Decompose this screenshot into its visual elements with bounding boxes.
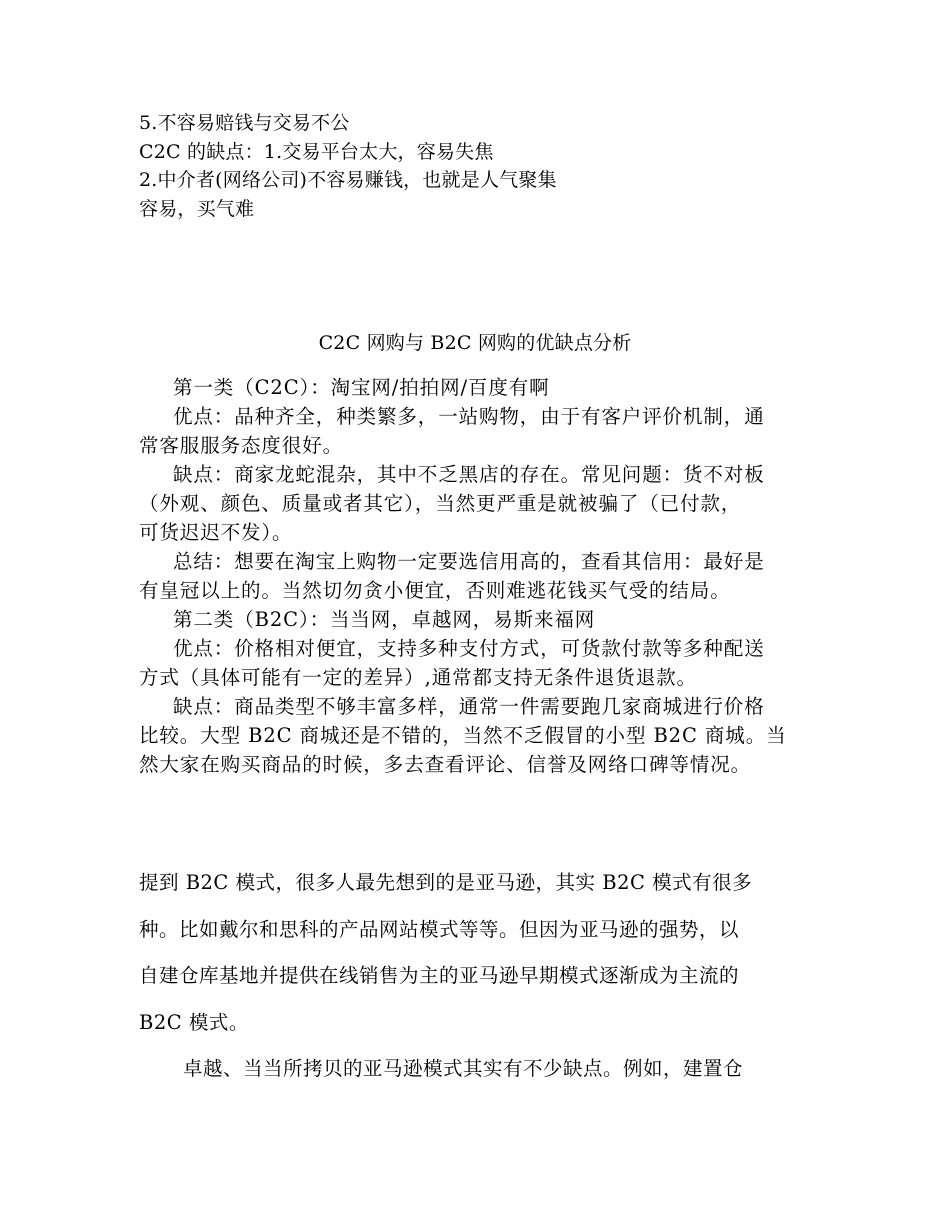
text-line: 总结：想要在淘宝上购物一定要选信用高的，查看其信用：最好是 — [173, 550, 765, 573]
text-line: 2.中介者(网络公司)不容易赚钱，也就是人气聚集 — [139, 169, 557, 191]
text-line: 比较。大型 B2C 商城还是不错的，当然不乏假冒的小型 B2C 商城。当 — [139, 724, 787, 747]
text-line: （外观、颜色、质量或者其它），当然更严重是就被骗了（已付款， — [139, 492, 742, 515]
text-line: 卓越、当当所拷贝的亚马逊模式其实有不少缺点。例如，建置仓 — [183, 1057, 744, 1080]
text-line: 优点：价格相对便宜，支持多种支付方式，可货款付款等多种配送 — [173, 637, 765, 660]
text-line: 种。比如戴尔和思科的产品网站模式等等。但因为亚马逊的强势，以 — [139, 917, 740, 941]
text-line: 优点：品种齐全，种类繁多，一站购物，由于有客户评价机制，通 — [173, 405, 765, 428]
text-line: 5.不容易赔钱与交易不公 — [139, 112, 350, 134]
text-line: 缺点：商品类型不够丰富多样，通常一件需要跑几家商城进行价格 — [173, 695, 765, 718]
text-line: 方式（具体可能有一定的差异）,通常都支持无条件退货退款。 — [139, 666, 697, 689]
text-line: C2C 的缺点：1.交易平台太大，容易失焦 — [139, 140, 494, 163]
c2c-disadvantages-block — [139, 109, 809, 223]
text-line: 有皇冠以上的。当然切勿贪小便宜，否则难逃花钱买气受的结局。 — [139, 579, 731, 602]
b2c-model-block — [139, 860, 809, 1093]
text-line: 然大家在购买商品的时候，多去查看评论、信誉及网络口碑等情况。 — [139, 753, 752, 776]
text-line: 第一类（C2C）：淘宝网/拍拍网/百度有啊 — [173, 376, 550, 399]
text-line: 第二类（B2C）：当当网，卓越网，易斯来福网 — [173, 608, 596, 631]
text-line: 常客服服务态度很好。 — [139, 434, 344, 457]
section-title: C2C 网购与 B2C 网购的优缺点分析 — [318, 332, 632, 354]
text-line: 容易，买气难 — [139, 197, 255, 220]
text-line: 提到 B2C 模式，很多人最先想到的是亚马逊，其实 B2C 模式有很多 — [139, 871, 753, 894]
text-line: 自建仓库基地并提供在线销售为主的亚马逊早期模式逐渐成为主流的 — [139, 964, 740, 987]
text-line: 可货迟迟不发）。 — [139, 521, 293, 544]
text-line: 缺点：商家龙蛇混杂，其中不乏黑店的存在。常见问题：货不对板 — [173, 463, 765, 486]
text-line: B2C 模式。 — [139, 1010, 249, 1034]
comparison-block — [139, 373, 809, 779]
